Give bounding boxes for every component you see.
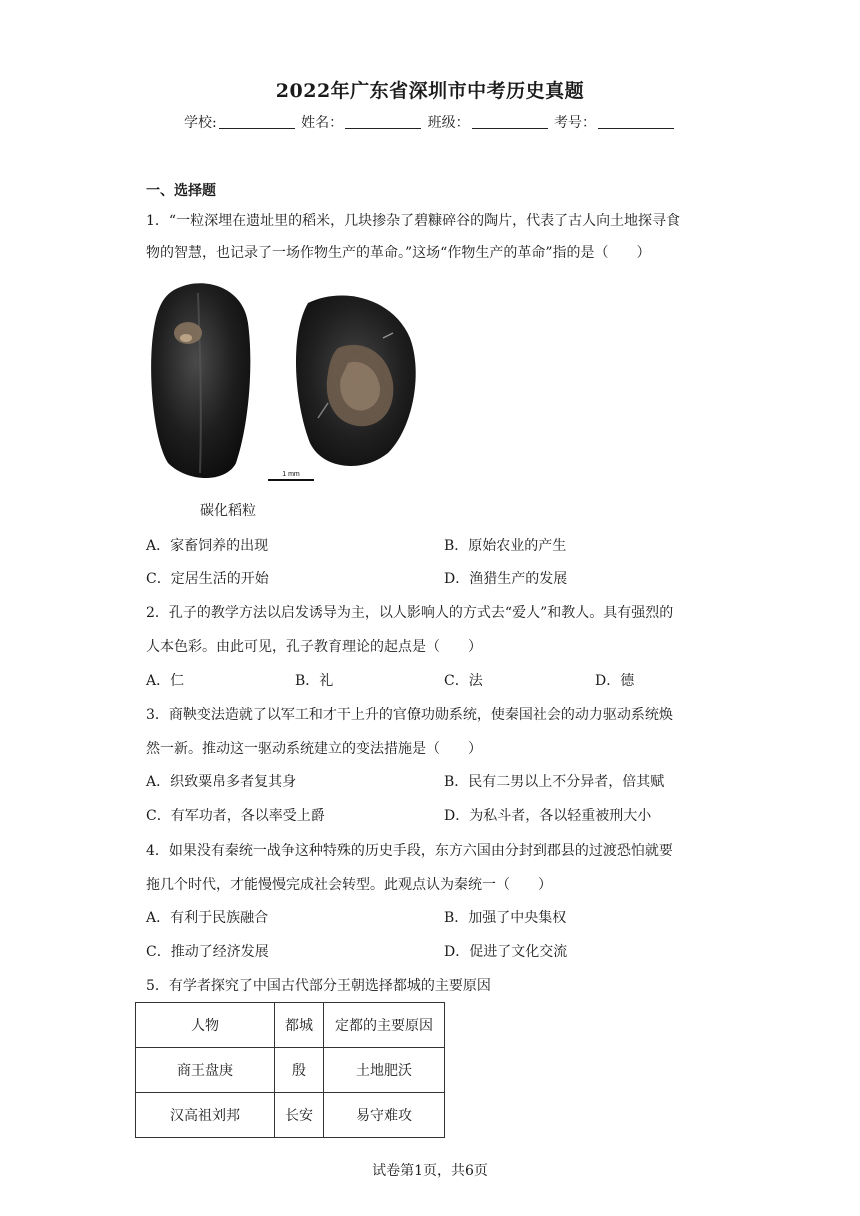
table-cell: 易守难攻 — [324, 1093, 445, 1138]
table-header-cell: 定都的主要原因 — [324, 1003, 445, 1048]
section-title: 一、选择题 — [146, 183, 216, 199]
q1-option-c[interactable]: C．定居生活的开始 — [146, 571, 269, 587]
table-cell: 土地肥沃 — [324, 1048, 445, 1093]
q1-option-a[interactable]: A．家畜饲养的出现 — [146, 538, 269, 554]
q3-option-b[interactable]: B．民有二男以上不分异者，倍其赋 — [444, 774, 665, 790]
exam-no-blank[interactable] — [598, 114, 674, 129]
table-cell: 长安 — [275, 1093, 324, 1138]
question-1-line-2: 物的智慧，也记录了一场作物生产的革命。”这场“作物生产的革命”指的是（ ） — [146, 245, 651, 261]
question-3-line-2: 然一新。推动这一驱动系统建立的变法措施是（ ） — [146, 741, 482, 757]
table-header-cell: 人物 — [136, 1003, 275, 1048]
q2-option-d[interactable]: D．德 — [595, 673, 635, 689]
q4-option-d[interactable]: D．促进了文化交流 — [444, 944, 568, 960]
q1-option-b[interactable]: B．原始农业的产生 — [444, 538, 567, 554]
question-5-line-1: 5．有学者探究了中国古代部分王朝选择都城的主要原因 — [146, 978, 491, 994]
q3-option-d[interactable]: D．为私斗者，各以轻重被刑大小 — [444, 808, 652, 824]
question-3-line-1: 3．商鞅变法造就了以军工和才干上升的官僚功勋系统，使秦国社会的动力驱动系统焕 — [146, 707, 673, 723]
table-header-row — [136, 1003, 445, 1048]
table-header-cell: 都城 — [275, 1003, 324, 1048]
carbonized-rice-photo — [148, 278, 418, 488]
q4-option-a[interactable]: A．有利于民族融合 — [146, 910, 269, 926]
class-label: 班级： — [427, 115, 470, 131]
class-blank[interactable] — [472, 114, 548, 129]
table-cell: 殷 — [275, 1048, 324, 1093]
q4-option-c[interactable]: C．推动了经济发展 — [146, 944, 269, 960]
q3-option-c[interactable]: C．有军功者，各以率受上爵 — [146, 808, 325, 824]
question-4-line-2: 拖几个时代，才能慢慢完成社会转型。此观点认为秦统一（ ） — [146, 877, 552, 893]
name-label: 姓名： — [301, 115, 344, 131]
table-row — [136, 1093, 445, 1138]
q2-option-c[interactable]: C．法 — [444, 673, 483, 689]
question-2-line-2: 人本色彩。由此可见，孔子教育理论的起点是（ ） — [146, 639, 482, 655]
exam-title: 2022年广东省深圳市中考历史真题 — [275, 80, 585, 102]
name-blank[interactable] — [345, 114, 421, 129]
school-blank[interactable] — [219, 114, 295, 129]
student-info-line — [0, 112, 860, 132]
exam-no-label: 考号： — [554, 115, 597, 131]
q1-option-d[interactable]: D．渔猎生产的发展 — [444, 571, 568, 587]
question-1-line-1: 1．“一粒深埋在遗址里的稻米，几块掺杂了碧糠碎谷的陶片，代表了古人向土地探寻食 — [146, 213, 681, 229]
table-row — [136, 1048, 445, 1093]
question-4-line-1: 4．如果没有秦统一战争这种特殊的历史手段，东方六国由分封到郡县的过渡恐怕就要 — [146, 843, 673, 859]
image-caption: 碳化稻粒 — [200, 503, 256, 519]
capital-reasons-table — [135, 1002, 445, 1138]
q4-option-b[interactable]: B．加强了中央集权 — [444, 910, 567, 926]
table-cell: 商王盘庚 — [136, 1048, 275, 1093]
scale-bar-label: 1 mm — [282, 471, 300, 478]
rice-grains-illustration — [148, 278, 418, 488]
question-2-line-1: 2．孔子的教学方法以启发诱导为主，以人影响人的方式去“爱人”和教人。具有强烈的 — [146, 605, 674, 621]
q2-option-b[interactable]: B．礼 — [295, 673, 334, 689]
table-cell: 汉高祖刘邦 — [136, 1093, 275, 1138]
q3-option-a[interactable]: A．织致粟帛多者复其身 — [146, 774, 297, 790]
school-label: 学校: — [183, 115, 217, 131]
q2-option-a[interactable]: A．仁 — [146, 673, 185, 689]
page-footer: 试卷第1页，共6页 — [372, 1163, 488, 1179]
